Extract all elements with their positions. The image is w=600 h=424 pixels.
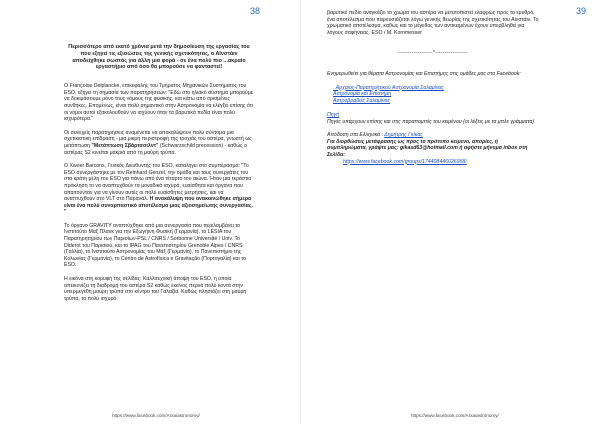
barcons-quote-bold: Η ανακάλυψη που ανακοινώθηκε σήμερα είναι ένα πολύ συναρπαστικό αποτέλεσμα μιας αξιοσημείωτης συνεργασίας. ": [64, 196, 253, 216]
separator: ------------------*-----------------: [398, 50, 468, 57]
intro-paragraph: Περισσότερο από εκατό χρόνια μετά την δημοσίευση της εργασίας του που εξηγεί τις εξισώσεις της γενικής σχετικότητας, ο Αϊνστάιν αποδείχθηκε σωστός για άλλη μια φορά - σε ένα πολύ πιο ...ακραίο εργαστήριο από όσο θα μπορούσε να φανταστεί!: [68, 44, 250, 71]
footer-right[interactable]: https://www.facebook.com/Arxaiastronomy/: [411, 413, 499, 418]
source-label[interactable]: Πηγή: [327, 111, 340, 118]
credit-url[interactable]: https://www.facebook.com/groups/174408446026958/: [343, 158, 467, 165]
right-page-content: [327, 10, 539, 172]
credit-line: [327, 132, 539, 165]
source-heading: [327, 112, 539, 119]
paragraph-delplancke: Ο Françoise Delplancke, επικεφαλής του Τμήματος Μηχανικών Συστήματος του ESO, εξηγεί τη σημασία των παρατηρήσεων: "Εδώ στο ηλιακό σύστημα μπορούμε να δοκιμάσουμε μόνο τους νόμους της φυσικής, και κάτω από ορισμένες συνθήκες. Επομένως, είναι πολύ σημαντικό στην Αστρονομία να ελέγξει επίσης ότι οι νόμοι αυτοί εξακολουθούν να ισχύουν όταν τα βαρυτικά πεδία είναι πολύ ισχυρότερα.": [64, 83, 254, 123]
group-link[interactable]: Αστροβραδιές Σαλαμίνας: [333, 98, 390, 105]
precession-term: "Μετάπτωση Σβάρτσσιλντ": [91, 142, 159, 149]
page-number-left: 38: [249, 6, 260, 16]
paragraph-caption-continued: βαρυτικό πεδίο αναγκάζει το χρώμα του αστέρα να μετατοπιστεί ελαφρώς προς το ερυθρό, ένα αποτέλεσμα που παρουσιάζεται λόγω γενικής θεωρίας της σχετικότητας του Αϊνστάιν. Το χρωματικό αποτέλεσμα, καθώς και το μέγεθος των αντικειμένων έχουν υπερβληθεί για λόγους σαφήνειας. ESO / M. Kornmesser: [327, 10, 539, 36]
credit-name[interactable]: Δημήτρης Γκίκας: [384, 132, 423, 139]
credit-contact: Για διορθώσεις μετάφρασης ως προς το πρότυπο κείμενο, απορίες, ή συμπληρώματα, γράψτε μας: gikasd63@hotmail.com ή αφήστε μήνυμα inbox στη Σελίδα:: [327, 138, 528, 158]
group-links: [333, 85, 539, 105]
precession-text-b: (Schwarzschild precession) - καθώς ο αστέρας S2 κινείται μακριά από τη μαύρη τρύπα.: [64, 142, 247, 156]
left-page-content: [64, 44, 254, 309]
paragraph-image-caption: Η εικόνα στη κορυφή της σελίδας: Καλλιτεχνική άποψη του ESO, η οποία απεικονίζει τη διαδρομή του αστέρα S2 καθώς εκείνος περνά πολύ κοντά στην υπερμεγέθη μαύρη τρύπα στο κέντρο του Γαλαξία. Καθώς πλησιάζει στη μαύρη τρύπα, το πολύ ισχυρό: [64, 276, 247, 302]
paragraph-gravity: Το όργανο GRAVITY αναπτύχθηκε από μια συνεργασία που περιλαμβάνει το Ινστιτούτο Μαξ Πλανκ για την Εξωγήινη Φυσική (Γερμανία), το LESIA του Παρατηρητηρίου των Παρισίων-PSL / CNRS / Sorbonne Université / Univ. Το Diderot του Παρισιού, και το IPAG του Πανεπιστημίου Grenoble Alpes / CNRS (Γαλλία), το Ινστιτούτο Αστρονομίας του Μάξ (Γερμανία), το Πανεπιστήμιο της Κολωνίας (Γερμανία), το Centro de Astrofísica e Gravitação (Πορτογαλία) και το ESO.: [64, 222, 246, 269]
page-number-right: 39: [575, 6, 586, 16]
group-link[interactable]: . Αρχαίος-Παρατηρητικού Αστρονομία Σαλαμίνας: [333, 84, 444, 91]
group-link[interactable]: Αστρονομία και Επιστήμη: [333, 91, 392, 98]
precession-text-a: Οι συνεχείς παρατηρήσεις αναμένεται να αποκαλύψουν πολύ σύντομα μια σχετικιστική επίδραση - μια μικρή περιστροφή της τροχιάς του αστέρα, γνωστή ως μετάπτωση: [64, 129, 252, 149]
paragraph-barcons: [64, 163, 254, 216]
paragraph-precession: [64, 130, 254, 156]
subscribe-text: Ενημερωθείτε για θέματα Αστρονομίας και Επιστήμης στις ομάδες μας στο Facebook:: [327, 70, 521, 77]
source-text: Πηγές υπάρχουν επίσης και στις παραπομπές του κειμένου (οι λέξεις με τα μπλε γράμματα): [327, 118, 535, 125]
barcons-text: Ο Xavier Barcons, Γενικός Διευθυντής του ESO, καταλήγει στο συμπέρασμα: "Το ESO συνεργάστηκε με τον Reinhard Genzel, την ομάδα και τους συνεργάτες του στα κράτη μέλη του ESO για πάνω από ένα τέταρτο του αιώνα. Ήταν μια τεράστια πρόκληση το να αναπτυχθούν τα μοναδικά ισχυρά, ευαίσθητα και όργανα που απαιτούνταν για να γίνουν αυτές οι πολύ ευαίσθητες μετρήσεις, και να αναπτυχθούν στο VLT στο Παρανάλ.: [64, 163, 252, 203]
right-page: [300, 0, 600, 424]
credit-prefix: Απόδοση στα Ελληνικά :: [327, 132, 385, 139]
footer-left[interactable]: https://www.facebook.com/Arxaiastronomy/: [112, 413, 200, 418]
